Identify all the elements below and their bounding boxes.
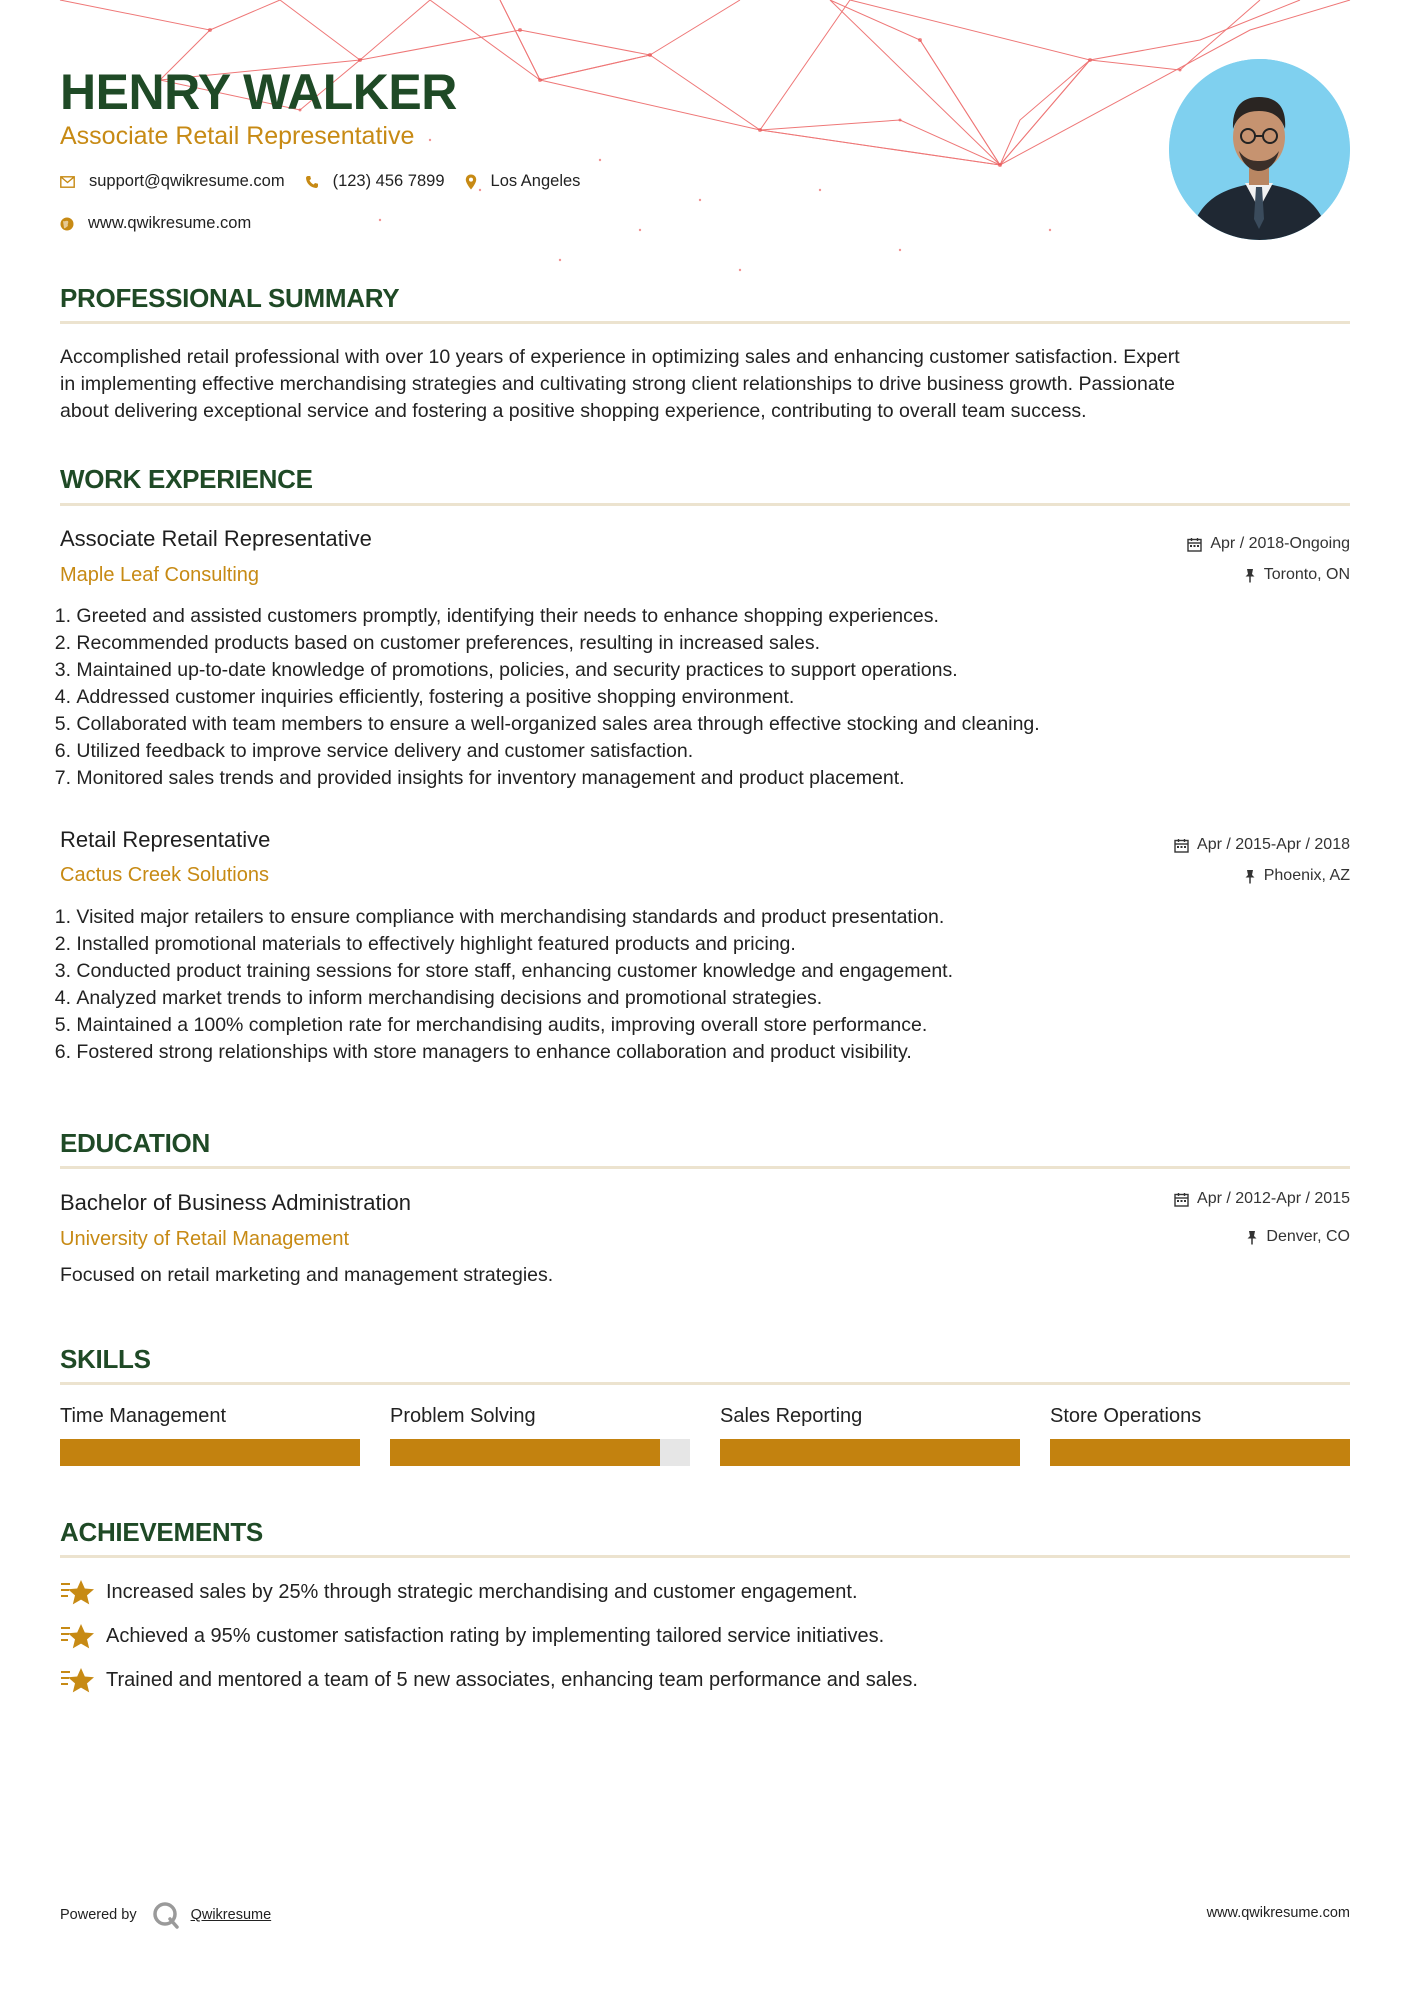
map-pin-icon xyxy=(465,174,477,190)
achievement-text: Increased sales by 25% through strategic merchandising and customer engagement. xyxy=(106,1580,858,1603)
envelope-icon xyxy=(60,176,75,188)
skill-bar-fill xyxy=(720,1439,1020,1466)
skill-bar xyxy=(1050,1439,1350,1466)
job-title: Associate Retail Representative xyxy=(60,526,372,551)
section-title-summary: PROFESSIONAL SUMMARY xyxy=(60,283,400,313)
section-title-skills: SKILLS xyxy=(60,1344,151,1374)
email-text: support@qwikresume.com xyxy=(89,172,285,190)
summary-text xyxy=(60,344,1350,425)
contact-phone[interactable] xyxy=(305,172,445,191)
skill-bar-fill xyxy=(1050,1439,1350,1466)
section-divider xyxy=(60,503,1350,506)
powered-by-label: Powered by xyxy=(60,1907,137,1923)
skill-label: Time Management xyxy=(60,1405,226,1427)
skill-bar xyxy=(390,1439,690,1466)
section-title-education: EDUCATION xyxy=(60,1128,210,1158)
section-title-experience: WORK EXPERIENCE xyxy=(60,464,313,494)
section-divider xyxy=(60,1382,1350,1385)
education-location xyxy=(1246,1227,1350,1247)
website-text: www.qwikresume.com xyxy=(88,214,252,232)
achievement-item xyxy=(60,1666,918,1694)
qwikresume-link[interactable]: Qwikresume xyxy=(190,1907,272,1923)
skill-bar-fill xyxy=(390,1439,660,1466)
list-item: 6. Fostered strong relationships with store managers to enhance collaboration and product visibility. xyxy=(54,1041,912,1063)
achievement-star-icon xyxy=(60,1622,96,1650)
section-divider xyxy=(60,1166,1350,1169)
section-divider xyxy=(60,321,1350,324)
job-title: Retail Representative xyxy=(60,827,271,852)
summary-line: in implementing effective merchandising strategies and cultivating strong client relationships to drive business growth. Passionate xyxy=(60,373,1175,395)
qwikresume-logo-icon xyxy=(151,1900,181,1930)
job-dates xyxy=(1187,534,1350,554)
contact-location xyxy=(465,172,581,191)
calendar-icon xyxy=(1174,838,1189,853)
profile-photo xyxy=(1169,59,1350,240)
phone-text: (123) 456 7899 xyxy=(332,172,445,190)
list-item: 5. Collaborated with team members to ensure a well-organized sales area through effective stocking and cleaning. xyxy=(54,713,1040,735)
job-dates-text: Apr / 2018-Ongoing xyxy=(1210,535,1350,552)
calendar-icon xyxy=(1174,1192,1189,1207)
pushpin-icon xyxy=(1244,869,1256,884)
achievement-item xyxy=(60,1578,858,1606)
skill-item xyxy=(720,1403,1020,1429)
contact-row-primary xyxy=(60,172,600,191)
section-title-achievements: ACHIEVEMENTS xyxy=(60,1517,263,1547)
achievement-item xyxy=(60,1622,884,1650)
job-location xyxy=(1244,565,1350,585)
skill-label: Problem Solving xyxy=(390,1405,536,1427)
contact-row-secondary xyxy=(60,214,271,233)
list-item: 7. Monitored sales trends and provided insights for inventory management and product placement. xyxy=(54,767,905,789)
phone-icon xyxy=(305,175,319,189)
job-location-text: Toronto, ON xyxy=(1263,566,1350,583)
education-dates xyxy=(1174,1189,1350,1209)
pushpin-icon xyxy=(1246,1230,1258,1245)
candidate-name: HENRY WALKER xyxy=(60,64,457,120)
education-degree: Bachelor of Business Administration xyxy=(60,1190,411,1215)
job-location xyxy=(1244,866,1350,886)
education-description: Focused on retail marketing and management strategies. xyxy=(60,1264,554,1286)
list-item: 4. Addressed customer inquiries efficiently, fostering a positive shopping environment. xyxy=(54,686,795,708)
job-bullets xyxy=(54,904,1350,1066)
skill-bar xyxy=(720,1439,1020,1466)
footer-powered-by xyxy=(60,1900,271,1930)
education-location-text: Denver, CO xyxy=(1266,1228,1350,1245)
pushpin-icon xyxy=(1244,568,1256,583)
summary-line: about delivering exceptional service and fostering a positive shopping experience, contributing to overall team success. xyxy=(60,400,1087,422)
skill-item xyxy=(1050,1403,1350,1429)
job-company: Cactus Creek Solutions xyxy=(60,864,269,886)
achievement-text: Achieved a 95% customer satisfaction rating by implementing tailored service initiatives. xyxy=(106,1624,885,1647)
skill-bar-fill xyxy=(60,1439,360,1466)
location-text: Los Angeles xyxy=(490,172,581,190)
skill-label: Sales Reporting xyxy=(720,1405,863,1427)
list-item: 3. Maintained up-to-date knowledge of promotions, policies, and security practices to support operations. xyxy=(54,659,958,681)
profile-photo-illustration xyxy=(1169,59,1350,240)
contact-website[interactable] xyxy=(60,214,251,233)
job-dates-text: Apr / 2015-Apr / 2018 xyxy=(1197,836,1350,853)
candidate-role: Associate Retail Representative xyxy=(60,122,415,150)
section-divider xyxy=(60,1555,1350,1558)
list-item: 3. Conducted product training sessions for store staff, enhancing customer knowledge and engagement. xyxy=(54,960,954,982)
contact-email[interactable] xyxy=(60,172,285,191)
skill-item xyxy=(390,1403,690,1429)
achievement-star-icon xyxy=(60,1578,96,1606)
list-item: 6. Utilized feedback to improve service delivery and customer satisfaction. xyxy=(54,740,694,762)
globe-icon xyxy=(60,217,74,231)
skill-item xyxy=(60,1403,360,1429)
job-dates xyxy=(1174,835,1350,855)
list-item: 2. Recommended products based on customer preferences, resulting in increased sales. xyxy=(54,632,820,654)
list-item: 1. Greeted and assisted customers promptly, identifying their needs to enhance shopping experiences. xyxy=(54,605,939,627)
job-bullets xyxy=(54,603,1350,792)
education-school: University of Retail Management xyxy=(60,1228,350,1250)
list-item: 4. Analyzed market trends to inform merchandising decisions and promotional strategies. xyxy=(54,987,823,1009)
footer-website[interactable]: www.qwikresume.com xyxy=(1206,1905,1350,1921)
education-dates-text: Apr / 2012-Apr / 2015 xyxy=(1197,1190,1350,1207)
job-location-text: Phoenix, AZ xyxy=(1263,867,1350,884)
achievement-star-icon xyxy=(60,1666,96,1694)
list-item: 1. Visited major retailers to ensure compliance with merchandising standards and product presentation. xyxy=(54,906,945,928)
skill-bar xyxy=(60,1439,360,1466)
summary-line: Accomplished retail professional with over 10 years of experience in optimizing sales and enhancing customer satisfaction. Expert xyxy=(60,346,1180,368)
skill-label: Store Operations xyxy=(1050,1405,1202,1427)
achievement-text: Trained and mentored a team of 5 new associates, enhancing team performance and sales. xyxy=(106,1668,918,1691)
list-item: 2. Installed promotional materials to effectively highlight featured products and pricing. xyxy=(54,933,796,955)
list-item: 5. Maintained a 100% completion rate for merchandising audits, improving overall store performance. xyxy=(54,1014,928,1036)
job-company: Maple Leaf Consulting xyxy=(60,564,260,586)
calendar-icon xyxy=(1187,537,1202,552)
